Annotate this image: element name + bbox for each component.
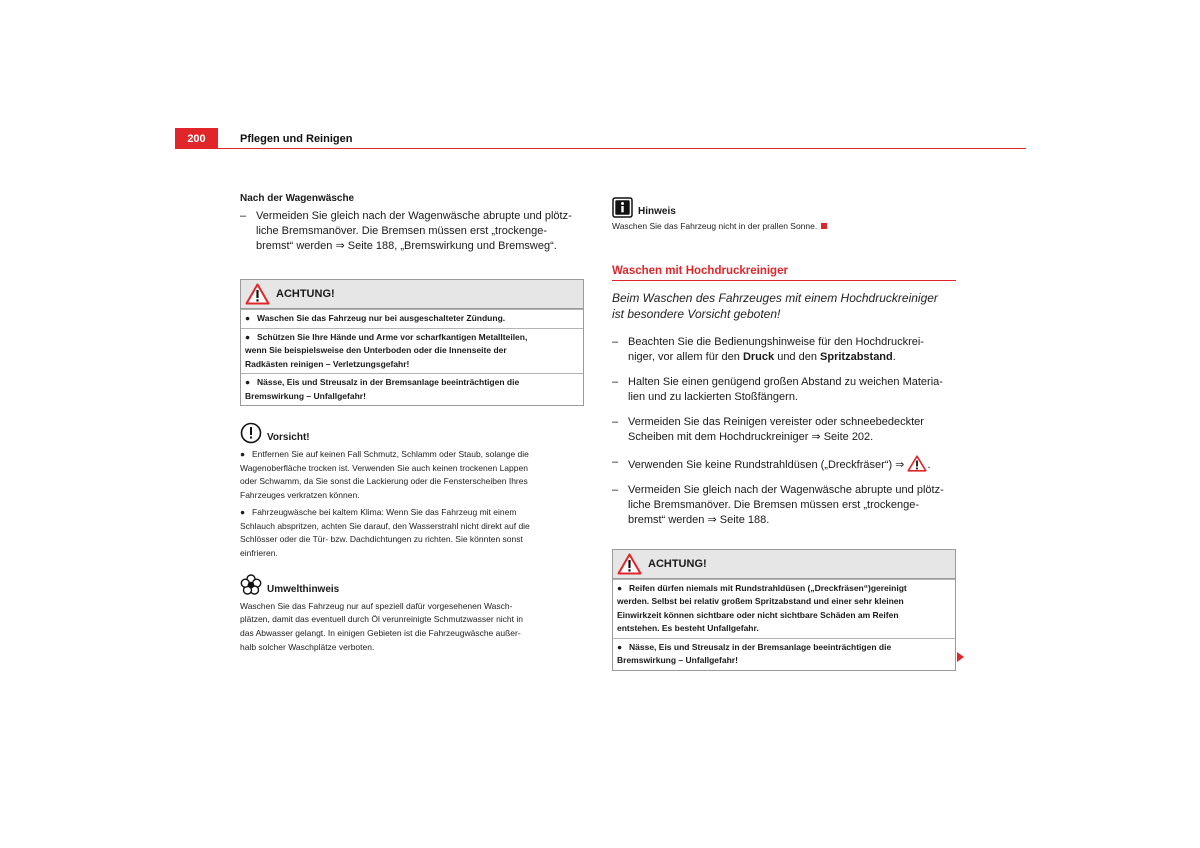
achtung-item [613, 638, 955, 670]
text-line: Waschen Sie das Fahrzeug nicht in der prallen Sonne. [612, 221, 818, 231]
text-line: Wagenoberfläche trocken ist. Verwenden Sie auch keinen trockenen Lappen [240, 462, 528, 473]
text-line: das Abwasser gelangt. In einigen Gebieten ist die Fahrzeugwäsche außer- [240, 628, 521, 639]
text-line: Schützen Sie Ihre Hände und Arme vor scharfkantigen Metallteilen, [257, 331, 528, 342]
text-line: – Beachten Sie die Bedienungshinweise für den Hochdruckrei- [628, 335, 924, 348]
text-line: – Vermeiden Sie gleich nach der Wagenwäsche abrupte und plötz- [256, 210, 572, 222]
hinweis-header [612, 196, 956, 218]
vorsicht-label: Vorsicht! [267, 432, 310, 443]
umwelt-header [240, 574, 584, 596]
bullet-icon: ● [240, 449, 246, 459]
text-line: Fahrzeuges verkratzen können. [240, 490, 360, 501]
vorsicht-item [240, 506, 584, 561]
text-line: einfrieren. [240, 547, 278, 558]
hinweis-section [612, 196, 956, 234]
text-line: – Vermeiden Sie das Reinigen vereister oder schneebedeckter [628, 415, 924, 428]
flower-icon [240, 574, 262, 596]
hinweis-label: Hinweis [638, 206, 676, 217]
info-icon [612, 197, 633, 218]
text-line: wenn Sie beispielsweise den Unterboden oder die Innenseite der [245, 345, 507, 355]
text-line: Fahrzeugwäsche bei kaltem Klima: Wenn Sie das Fahrzeug mit einem [252, 506, 517, 517]
step-item [612, 455, 956, 473]
end-marker-icon [821, 223, 827, 229]
text-line: plätzen, damit das eventuell durch Öl verunreinigte Schmutzwasser nicht in [240, 614, 524, 625]
text-line: ist besondere Vorsicht geboten! [612, 306, 781, 321]
text-line: Entfernen Sie auf keinen Fall Schmutz, Schlamm oder Staub, solange die [252, 449, 529, 459]
achtung-box-right [612, 549, 956, 671]
warning-triangle-icon [617, 553, 642, 575]
text-line: Radkästen reinigen – Verletzungsgefahr! [245, 358, 410, 369]
step-item [612, 335, 956, 365]
text-line: – Halten Sie einen genügend großen Abstand zu weichen Materia- [628, 375, 943, 388]
umwelt-section [240, 574, 584, 655]
caution-circle-icon [240, 422, 262, 444]
vorsicht-section [240, 422, 584, 561]
continue-arrow-icon [957, 652, 964, 662]
text-line: liche Bremsmanöver. Die Bremsen müssen erst „trockenge- [628, 498, 919, 511]
page-number: 200 [175, 128, 218, 149]
left-column [240, 193, 584, 654]
bullet-icon: ● [617, 641, 623, 652]
text-line: Beim Waschen des Fahrzeuges mit einem Hochdruckreiniger [612, 290, 938, 305]
text-line: Scheiben mit dem Hochdruckreiniger ⇒ Seite 202. [628, 430, 874, 443]
bullet-icon: ● [245, 377, 251, 387]
hochdruck-section [612, 265, 956, 528]
bullet-icon: ● [245, 331, 251, 342]
text-line: Reifen dürfen niemals mit Rundstrahldüsen („Dreckfräsen“)gereinigt [629, 582, 907, 593]
section-title: Waschen mit Hochdruckreiniger [612, 265, 956, 281]
achtung-item [613, 579, 955, 638]
vorsicht-item [240, 448, 584, 503]
step-item [612, 375, 956, 405]
text-line: lien und zu lackierten Stoßfängern. [628, 390, 798, 403]
text-line: Nässe, Eis und Streusalz in der Bremsanlage beeinträchtigen die [257, 377, 520, 387]
bullet-icon: ● [240, 506, 246, 517]
text-line: oder Schwamm, da Sie sonst die Lackierung oder die Fensterscheiben Ihres [240, 476, 528, 487]
text-line: Bremswirkung – Unfallgefahr! [245, 390, 366, 401]
vorsicht-header [240, 422, 584, 444]
text-line: niger, vor allem für den Druck und den Spritzabstand. [628, 350, 896, 363]
after-wash-heading: Nach der Wagenwäsche [240, 193, 355, 204]
umwelt-text [240, 600, 584, 655]
chapter-title: Pflegen und Reinigen [240, 133, 353, 145]
header-rule [175, 148, 1026, 149]
text-line: Einwirkzeit können sichtbare oder nicht sichtbare Schäden am Reifen [617, 609, 899, 620]
text-line: – Verwenden Sie keine Rundstrahldüsen („Dreckfräser“) ⇒ . [628, 455, 956, 473]
text-line: halb solcher Waschplätze verboten. [240, 641, 375, 652]
umwelt-label: Umwelthinweis [267, 583, 340, 595]
text-line: – Vermeiden Sie gleich nach der Wagenwäsche abrupte und plötz- [628, 483, 944, 496]
achtung-header [613, 550, 955, 579]
text-line: entstehen. Es besteht Unfallgefahr. [617, 623, 759, 634]
text-line: bremst“ werden ⇒ Seite 188. [628, 513, 770, 526]
text-line: Bremswirkung – Unfallgefahr! [617, 655, 738, 666]
section-lead [612, 290, 956, 322]
achtung-box-left [240, 279, 584, 406]
achtung-label: ACHTUNG! [648, 557, 707, 570]
step-item [612, 415, 956, 445]
after-wash-section [240, 193, 584, 254]
achtung-item [241, 328, 583, 374]
achtung-label: ACHTUNG! [276, 288, 335, 300]
step-item [612, 483, 956, 528]
text-line: Waschen Sie das Fahrzeug nur auf speziell dafür vorgesehenen Wasch- [240, 600, 513, 611]
text-line: bremst“ werden ⇒ Seite 188, „Bremswirkung und Bremsweg“. [256, 240, 557, 252]
text-line: liche Bremsmanöver. Die Bremsen müssen erst „trockenge- [256, 225, 547, 237]
text-line: werden. Selbst bei relativ großem Spritzabstand und einer sehr kleinen [617, 596, 904, 607]
after-wash-item [240, 209, 584, 254]
achtung-item [241, 309, 583, 328]
achtung-item [241, 373, 583, 405]
text-line: Schlauch abspritzen, achten Sie darauf, den Wasserstrahl nicht direkt auf die [240, 520, 530, 531]
text-line: Schlösser oder die Tür- bzw. Dachdichtungen zu richten. Sie könnten sonst [240, 534, 523, 545]
bullet-icon: ● [617, 582, 623, 593]
hinweis-text [612, 220, 956, 234]
right-column [612, 196, 956, 671]
bullet-icon: ● [245, 313, 251, 323]
warning-triangle-icon [907, 455, 927, 472]
achtung-header [241, 280, 583, 309]
text-line: Waschen Sie das Fahrzeug nur bei ausgeschalteter Zündung. [257, 313, 506, 323]
warning-triangle-icon [245, 283, 270, 305]
text-line: Nässe, Eis und Streusalz in der Bremsanlage beeinträchtigen die [629, 641, 892, 652]
